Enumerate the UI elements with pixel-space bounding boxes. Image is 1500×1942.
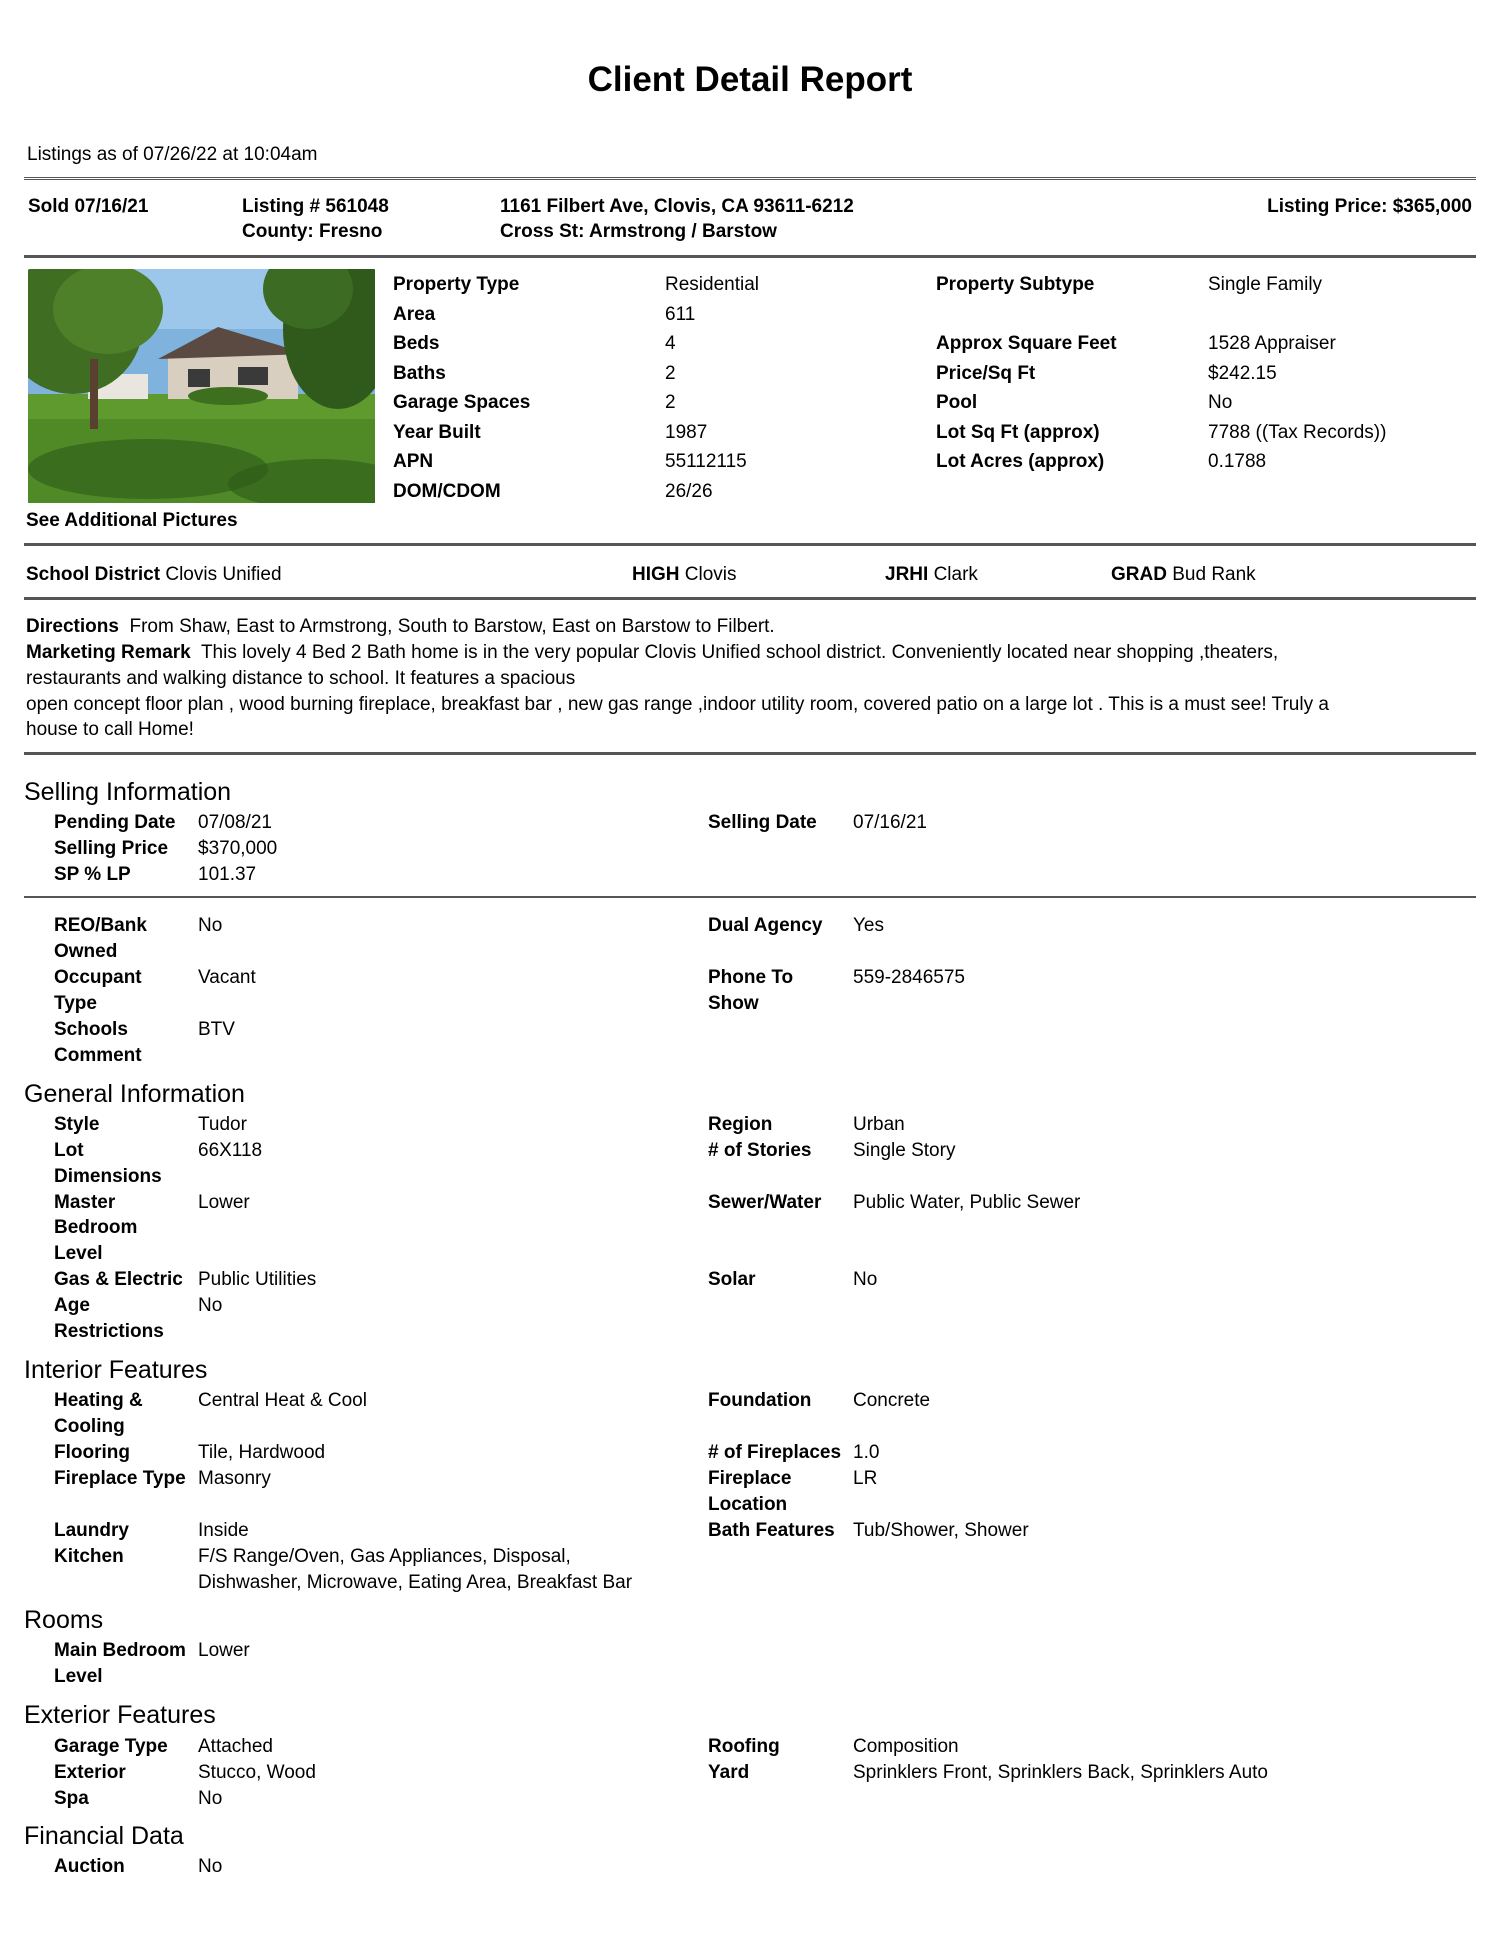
- detail-label: Beds: [393, 333, 440, 354]
- field-label: Style: [54, 1114, 100, 1135]
- high-school: HIGH Clovis: [632, 564, 737, 585]
- field-value: No: [198, 1788, 223, 1809]
- field-label: Exterior: [54, 1762, 126, 1783]
- field-value: Tub/Shower, Shower: [853, 1520, 1029, 1541]
- field-label: Garage Type: [54, 1736, 168, 1757]
- detail-label: DOM/CDOM: [393, 481, 501, 502]
- house-image: [28, 269, 375, 503]
- field-label: Selling Price: [54, 838, 169, 859]
- detail-label: Price/Sq Ft: [936, 363, 1036, 384]
- field-label: Flooring: [54, 1442, 130, 1463]
- field-value: Single Story: [853, 1140, 956, 1161]
- divider: [24, 177, 1476, 180]
- field-label: Laundry: [54, 1520, 129, 1541]
- field-label: Show: [708, 993, 759, 1014]
- field-value: Attached: [198, 1736, 273, 1757]
- field-value: No: [853, 1269, 878, 1290]
- detail-label: Baths: [393, 363, 446, 384]
- field-label: Heating &: [54, 1390, 143, 1411]
- field-value: Yes: [853, 915, 884, 936]
- detail-label: Year Built: [393, 422, 481, 443]
- field-label: Yard: [708, 1762, 750, 1783]
- field-label: Gas & Electric: [54, 1269, 183, 1290]
- field-label: Age: [54, 1295, 90, 1316]
- field-label: Cooling: [54, 1416, 125, 1437]
- field-value: Dishwasher, Microwave, Eating Area, Breakfast Bar: [198, 1572, 633, 1593]
- field-value: BTV: [198, 1019, 235, 1040]
- detail-label: APN: [393, 451, 434, 472]
- detail-value: Single Family: [1208, 274, 1323, 295]
- detail-value: $242.15: [1208, 363, 1277, 384]
- field-label: # of Fireplaces: [708, 1442, 842, 1463]
- property-photo[interactable]: [28, 269, 375, 503]
- address: 1161 Filbert Ave, Clovis, CA 93611-6212: [500, 196, 854, 217]
- marketing-remark-line: restaurants and walking distance to school. It features a spacious: [26, 668, 576, 689]
- detail-value: 4: [665, 333, 676, 354]
- detail-value: 2: [665, 363, 676, 384]
- detail-value: 0.1788: [1208, 451, 1267, 472]
- marketing-remark-line: house to call Home!: [26, 719, 194, 740]
- detail-label: Lot Acres (approx): [936, 451, 1105, 472]
- cross-street: Cross St: Armstrong / Barstow: [500, 221, 777, 242]
- field-value: No: [198, 1856, 223, 1877]
- field-value: Central Heat & Cool: [198, 1390, 367, 1411]
- field-label: Fireplace: [708, 1468, 792, 1489]
- field-label: Phone To: [708, 967, 794, 988]
- field-value: 66X118: [198, 1140, 263, 1161]
- field-value: Vacant: [198, 967, 256, 988]
- field-label: Master: [54, 1192, 116, 1213]
- marketing-remark: Marketing Remark This lovely 4 Bed 2 Bath home is in the very popular Clovis Unified school district. Conveniently located near shopping ,theaters,: [26, 642, 1279, 663]
- divider: [24, 543, 1476, 546]
- divider: [24, 752, 1476, 755]
- field-label: Solar: [708, 1269, 756, 1290]
- detail-value: 611: [665, 304, 696, 325]
- field-value: 101.37: [198, 864, 257, 885]
- field-value: 559-2846575: [853, 967, 965, 988]
- field-label: REO/Bank: [54, 915, 147, 936]
- section-title-selling: Selling Information: [24, 778, 232, 806]
- field-label: Roofing: [708, 1736, 780, 1757]
- detail-value: 7788 ((Tax Records)): [1208, 422, 1387, 443]
- school-district: School District Clovis Unified: [26, 564, 282, 585]
- field-label: SP % LP: [54, 864, 131, 885]
- field-label: Dimensions: [54, 1166, 162, 1187]
- field-label: Level: [54, 1666, 103, 1687]
- section-title-general: General Information: [24, 1080, 245, 1108]
- detail-label: Area: [393, 304, 436, 325]
- field-label: Fireplace Type: [54, 1468, 186, 1489]
- field-value: No: [198, 1295, 223, 1316]
- field-value: F/S Range/Oven, Gas Appliances, Disposal,: [198, 1546, 571, 1567]
- field-value: Stucco, Wood: [198, 1762, 316, 1783]
- field-value: Tile, Hardwood: [198, 1442, 326, 1463]
- detail-value: 1987: [665, 422, 708, 443]
- field-value: $370,000: [198, 838, 278, 859]
- field-label: Restrictions: [54, 1321, 164, 1342]
- section-title-interior: Interior Features: [24, 1356, 208, 1384]
- field-value: 07/08/21: [198, 812, 272, 833]
- section-title-financial: Financial Data: [24, 1822, 184, 1850]
- field-label: Kitchen: [54, 1546, 124, 1567]
- field-label: Foundation: [708, 1390, 812, 1411]
- junior-high: JRHI Clark: [885, 564, 978, 585]
- section-title-exterior: Exterior Features: [24, 1701, 216, 1729]
- detail-label: Approx Square Feet: [936, 333, 1117, 354]
- listing-price: Listing Price: $365,000: [1267, 196, 1472, 217]
- field-value: Masonry: [198, 1468, 271, 1489]
- field-value: LR: [853, 1468, 878, 1489]
- directions: Directions From Shaw, East to Armstrong, South to Barstow, East on Barstow to Filbert.: [26, 616, 775, 637]
- field-value: 1.0: [853, 1442, 880, 1463]
- divider: [24, 896, 1476, 898]
- field-label: Selling Date: [708, 812, 817, 833]
- detail-label: Pool: [936, 392, 978, 413]
- field-label: Dual Agency: [708, 915, 823, 936]
- marketing-remark-line: open concept floor plan , wood burning fireplace, breakfast bar , new gas range ,indoor utility room, covered patio on a large lot . This is a must see! Truly a: [26, 694, 1329, 715]
- field-value: Sprinklers Front, Sprinklers Back, Sprinklers Auto: [853, 1762, 1268, 1783]
- section-title-rooms: Rooms: [24, 1606, 104, 1634]
- see-additional-pictures-link[interactable]: See Additional Pictures: [26, 510, 238, 531]
- detail-label: Lot Sq Ft (approx): [936, 422, 1100, 443]
- field-label: Type: [54, 993, 97, 1014]
- field-label: Schools: [54, 1019, 128, 1040]
- field-label: Occupant: [54, 967, 142, 988]
- field-value: Public Water, Public Sewer: [853, 1192, 1081, 1213]
- divider: [24, 255, 1476, 258]
- field-value: Lower: [198, 1192, 250, 1213]
- field-value: Concrete: [853, 1390, 931, 1411]
- field-label: Location: [708, 1494, 788, 1515]
- field-label: Comment: [54, 1045, 142, 1066]
- field-label: Bath Features: [708, 1520, 835, 1541]
- field-label: Region: [708, 1114, 773, 1135]
- detail-value: 1528 Appraiser: [1208, 333, 1336, 354]
- detail-value: 55112115: [665, 451, 747, 472]
- field-label: Pending Date: [54, 812, 176, 833]
- detail-value: Residential: [665, 274, 759, 295]
- field-value: No: [198, 915, 223, 936]
- county: County: Fresno: [242, 221, 383, 242]
- field-label: # of Stories: [708, 1140, 812, 1161]
- report-title: Client Detail Report: [587, 60, 913, 99]
- detail-value: No: [1208, 392, 1233, 413]
- detail-label: Property Type: [393, 274, 520, 295]
- grade-school: GRAD Bud Rank: [1111, 564, 1256, 585]
- field-label: Level: [54, 1243, 103, 1264]
- field-label: Spa: [54, 1788, 89, 1809]
- divider: [24, 597, 1476, 600]
- field-label: Auction: [54, 1856, 125, 1877]
- field-label: Bedroom: [54, 1217, 138, 1238]
- field-value: Tudor: [198, 1114, 247, 1135]
- field-label: Owned: [54, 941, 118, 962]
- field-label: Sewer/Water: [708, 1192, 822, 1213]
- field-label: Lot: [54, 1140, 84, 1161]
- detail-label: Garage Spaces: [393, 392, 531, 413]
- field-value: Inside: [198, 1520, 249, 1541]
- detail-value: 26/26: [665, 481, 713, 502]
- detail-value: 2: [665, 392, 676, 413]
- field-label: Main Bedroom: [54, 1640, 186, 1661]
- sold-status: Sold 07/16/21: [28, 196, 149, 217]
- listings-as-of: Listings as of 07/26/22 at 10:04am: [27, 144, 318, 165]
- field-value: 07/16/21: [853, 812, 927, 833]
- field-value: Urban: [853, 1114, 905, 1135]
- field-value: Public Utilities: [198, 1269, 317, 1290]
- field-value: Composition: [853, 1736, 959, 1757]
- detail-label: Property Subtype: [936, 274, 1095, 295]
- listing-number: Listing # 561048: [242, 196, 389, 217]
- field-value: Lower: [198, 1640, 250, 1661]
